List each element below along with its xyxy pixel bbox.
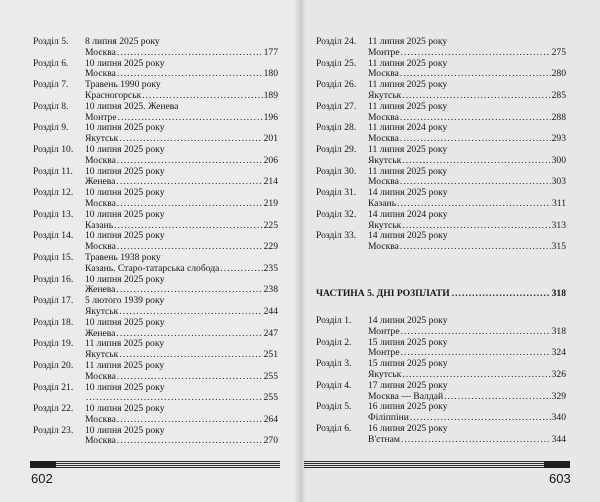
chapter-label: Розділ 24. (316, 36, 357, 47)
chapter-page-number: 329 (551, 390, 566, 402)
chapter-label: Розділ 14. (33, 230, 74, 242)
chapter-date: 10 липня 2025 року (85, 143, 165, 155)
chapter-label: Розділ 23. (33, 424, 74, 436)
chapter-date: 16 липня 2025 року (368, 401, 448, 413)
chapter-location: Якутськ (368, 368, 402, 380)
footer-rule-right (304, 461, 570, 468)
toc-entry (316, 381, 566, 403)
chapter-location: Москва — Валдай (368, 390, 444, 402)
chapter-page-number: 285 (551, 89, 566, 101)
toc-entry (316, 316, 566, 338)
book-spine (294, 0, 306, 502)
chapter-page-number: 300 (551, 154, 566, 166)
chapter-label: Розділ 8. (33, 100, 69, 112)
chapter-page-number: 340 (551, 412, 566, 424)
chapter-date: 5 лютого 1939 року (85, 295, 165, 307)
toc-entry (316, 338, 566, 360)
dot-leader (401, 435, 551, 446)
part-heading-title: ЧАСТИНА 5. ДНІ РОЗПЛАТИ (316, 288, 450, 299)
chapter-date: 14 липня 2025 року (368, 187, 448, 199)
toc-entry (33, 167, 278, 189)
chapter-date: 14 липня 2024 року (368, 208, 448, 220)
chapter-label: Розділ 26. (316, 79, 357, 91)
toc-part5-column (316, 316, 566, 446)
chapter-location: Казань (85, 219, 114, 231)
chapter-location: Якутськ (85, 305, 119, 317)
toc-entry (33, 123, 278, 145)
toc-entry (33, 210, 278, 232)
chapter-location: Монтре (368, 46, 400, 58)
chapter-page-number: 324 (551, 347, 566, 359)
toc-entry (316, 37, 566, 59)
chapter-label: Розділ 10. (33, 143, 74, 155)
chapter-label: Розділ 32. (316, 208, 357, 220)
chapter-date: 10 липня 2025 року (85, 187, 165, 199)
chapter-date: 14 липня 2025 року (368, 230, 448, 242)
dot-leader (400, 242, 551, 253)
page-number-right: 603 (549, 471, 571, 486)
chapter-location: Якутськ (368, 154, 402, 166)
chapter-location: Москва (368, 176, 399, 188)
chapter-label: Розділ 28. (316, 122, 357, 134)
chapter-location: Москва (85, 370, 116, 382)
chapter-label: Розділ 27. (316, 100, 357, 112)
dot-leader (220, 264, 262, 275)
chapter-page-number: 177 (263, 46, 278, 58)
chapter-page-number: 318 (551, 325, 566, 337)
chapter-date: 15 липня 2025 року (368, 336, 448, 348)
chapter-page-number: 344 (551, 433, 566, 445)
chapter-page-number: 313 (551, 219, 566, 231)
toc-entry (33, 296, 278, 318)
dot-leader (444, 392, 551, 403)
chapter-label: Розділ 29. (316, 143, 357, 155)
chapter-date: 8 липня 2025 року (85, 36, 160, 47)
chapter-location-line (85, 48, 278, 59)
dot-leader (117, 372, 263, 383)
toc-entry (33, 404, 278, 426)
chapter-page-number: 270 (263, 435, 278, 447)
chapter-location: Москва (85, 197, 116, 209)
footer-rule-left (30, 461, 280, 468)
chapter-location: Москва (368, 111, 399, 123)
chapter-page-number: 255 (263, 370, 278, 382)
toc-entry (316, 210, 566, 232)
chapter-location-line (368, 435, 566, 446)
chapter-location: Москва (368, 68, 399, 80)
chapter-date: 10 липня 2025 року (85, 208, 165, 220)
chapter-date: 11 липня 2024 року (368, 122, 448, 134)
chapter-label: Розділ 16. (33, 273, 74, 285)
chapter-page-number: 219 (263, 197, 278, 209)
toc-entry (33, 59, 278, 81)
chapter-date: Травень 1990 року (85, 79, 161, 91)
chapter-date: 10 липня 2025 року (85, 403, 165, 415)
chapter-location: Монтре (85, 111, 117, 123)
chapter-location-line (368, 327, 566, 338)
toc-entry (33, 253, 278, 275)
toc-entry (316, 80, 566, 102)
chapter-page-number: 275 (551, 46, 566, 58)
chapter-label: Розділ 13. (33, 208, 74, 220)
chapter-page-number: 196 (263, 111, 278, 123)
chapter-page-number: 229 (263, 241, 278, 253)
chapter-page-number: 238 (263, 284, 278, 296)
chapter-page-number: 201 (263, 133, 278, 145)
chapter-date: 15 липня 2025 року (368, 358, 448, 370)
chapter-location: Якутськ (85, 133, 119, 145)
chapter-label: Розділ 12. (33, 187, 74, 199)
chapter-label: Розділ 18. (33, 316, 74, 328)
toc-entry (33, 80, 278, 102)
toc-entry (316, 359, 566, 381)
chapter-date: 10 липня 2025. Женева (85, 100, 179, 112)
chapter-date: 11 липня 2025 року (368, 165, 448, 177)
dot-leader (402, 156, 550, 167)
chapter-page-number: 214 (263, 176, 278, 188)
chapter-label: Розділ 22. (33, 403, 74, 415)
toc-entry (316, 102, 566, 124)
chapter-label: Розділ 17. (33, 295, 74, 307)
chapter-page-number: 247 (263, 327, 278, 339)
part-heading (316, 288, 566, 299)
chapter-label: Розділ 6. (316, 422, 352, 434)
chapter-page-number: 311 (551, 197, 566, 209)
toc-entry (33, 339, 278, 361)
chapter-date: 10 липня 2025 року (85, 165, 165, 177)
toc-entry (33, 318, 278, 340)
chapter-location: Якутськ (368, 219, 402, 231)
toc-entry (316, 402, 566, 424)
chapter-label: Розділ 4. (316, 379, 352, 391)
toc-entry (33, 361, 278, 383)
chapter-location: В'єтнам (368, 433, 400, 445)
chapter-label: Розділ 25. (316, 57, 357, 69)
dot-leader (117, 48, 263, 59)
page-number-left: 602 (31, 471, 53, 486)
chapter-location: Москва (368, 133, 399, 145)
toc-entry (33, 383, 278, 405)
toc-entry (33, 145, 278, 167)
part-heading-leader (452, 288, 550, 299)
chapter-label: Розділ 19. (33, 338, 74, 350)
chapter-date: 10 липня 2025 року (85, 381, 165, 393)
chapter-label: Розділ 6. (33, 57, 69, 69)
chapter-location-line (368, 156, 566, 167)
toc-entry (33, 188, 278, 210)
footer-block-left (30, 461, 56, 468)
chapter-location-line (85, 264, 278, 275)
chapter-page-number: 288 (551, 111, 566, 123)
chapter-label: Розділ 31. (316, 187, 357, 199)
chapter-label: Розділ 9. (33, 122, 69, 134)
chapter-location: Красногорськ (85, 89, 142, 101)
chapter-label: Розділ 21. (33, 381, 74, 393)
chapter-label: Розділ 7. (33, 79, 69, 91)
chapter-location: Монтре (368, 325, 400, 337)
chapter-label: Розділ 5. (316, 401, 352, 413)
chapter-date: Травень 1938 року (85, 251, 161, 263)
chapter-location: Філіппіни (368, 412, 409, 424)
chapter-label: Розділ 15. (33, 251, 74, 263)
chapter-label: Розділ 33. (316, 230, 357, 242)
chapter-location: Якутськ (85, 349, 119, 361)
toc-entry (33, 37, 278, 59)
chapter-label: Розділ 1. (316, 315, 352, 326)
chapter-label: Розділ 20. (33, 359, 74, 371)
chapter-location: Москва (85, 154, 116, 166)
toc-entry (33, 102, 278, 124)
chapter-location: Женева (85, 176, 116, 188)
chapter-location-line (85, 372, 278, 383)
toc-left-column (33, 37, 278, 447)
chapter-location-line (368, 48, 566, 59)
chapter-page-number: 303 (551, 176, 566, 188)
chapter-location: Москва (85, 413, 116, 425)
chapter-page-number: 264 (263, 413, 278, 425)
part-heading-page: 318 (551, 288, 566, 299)
toc-entry (33, 231, 278, 253)
chapter-date: 14 липня 2025 року (368, 315, 448, 326)
chapter-location-line (85, 156, 278, 167)
toc-entry (33, 426, 278, 448)
chapter-date: 11 липня 2025 року (368, 36, 448, 47)
chapter-page-number: 225 (263, 219, 278, 231)
chapter-page-number: 235 (263, 262, 278, 274)
chapter-location: Якутськ (368, 89, 402, 101)
chapter-label: Розділ 30. (316, 165, 357, 177)
chapter-date: 10 липня 2025 року (85, 122, 165, 134)
toc-entry (316, 231, 566, 253)
chapter-location: Москва (85, 435, 116, 447)
chapter-date: 11 липня 2025 року (368, 57, 448, 69)
dot-leader (401, 48, 551, 59)
dot-leader (401, 327, 551, 338)
toc-entry (316, 145, 566, 167)
dot-leader (117, 156, 263, 167)
chapter-page-number: 293 (551, 133, 566, 145)
chapter-date: 11 липня 2025 року (85, 338, 165, 350)
toc-entry (316, 167, 566, 189)
chapter-page-number: 244 (263, 305, 278, 317)
chapter-label: Розділ 3. (316, 358, 352, 370)
chapter-page-number: 255 (263, 392, 278, 404)
toc-entry (316, 123, 566, 145)
chapter-location: Москва (368, 241, 399, 253)
chapter-date: 10 липня 2025 року (85, 230, 165, 242)
chapter-location: Казань (368, 197, 397, 209)
footer-block-right (544, 461, 570, 468)
chapter-page-number: 315 (551, 241, 566, 253)
chapter-page-number: 326 (551, 368, 566, 380)
chapter-date: 10 липня 2025 року (85, 316, 165, 328)
toc-entry (316, 59, 566, 81)
toc-entry (33, 275, 278, 297)
chapter-label: Розділ 11. (33, 165, 73, 177)
chapter-page-number: 180 (263, 68, 278, 80)
chapter-date: 10 липня 2025 року (85, 57, 165, 69)
toc-entry (316, 424, 566, 446)
chapter-date: 10 липня 2025 року (85, 424, 165, 436)
chapter-location: Монтре (368, 347, 400, 359)
chapter-date: 10 липня 2025 року (85, 273, 165, 285)
chapter-page-number: 206 (263, 154, 278, 166)
chapter-location-line (368, 242, 566, 253)
chapter-location: Женева (85, 327, 116, 339)
chapter-date: 11 липня 2025 року (85, 359, 165, 371)
chapter-page-number: 280 (551, 68, 566, 80)
chapter-date: 11 липня 2025 року (368, 100, 448, 112)
chapter-location: Женева (85, 284, 116, 296)
dot-leader (117, 436, 263, 447)
chapter-page-number: 189 (263, 89, 278, 101)
chapter-location: Казань. Старо-татарська слобода (85, 262, 220, 274)
chapter-date: 17 липня 2025 року (368, 379, 448, 391)
chapter-date: 16 липня 2025 року (368, 422, 448, 434)
chapter-page-number: 251 (263, 349, 278, 361)
chapter-label: Розділ 2. (316, 336, 352, 348)
chapter-label: Розділ 5. (33, 36, 69, 47)
chapter-location: Москва (85, 68, 116, 80)
toc-entry (316, 188, 566, 210)
toc-right-column (316, 37, 566, 253)
chapter-location: Москва (85, 46, 116, 58)
chapter-location: Москва (85, 241, 116, 253)
chapter-date: 11 липня 2025 року (368, 79, 448, 91)
chapter-location-line (85, 436, 278, 447)
chapter-date: 11 липня 2025 року (368, 143, 448, 155)
